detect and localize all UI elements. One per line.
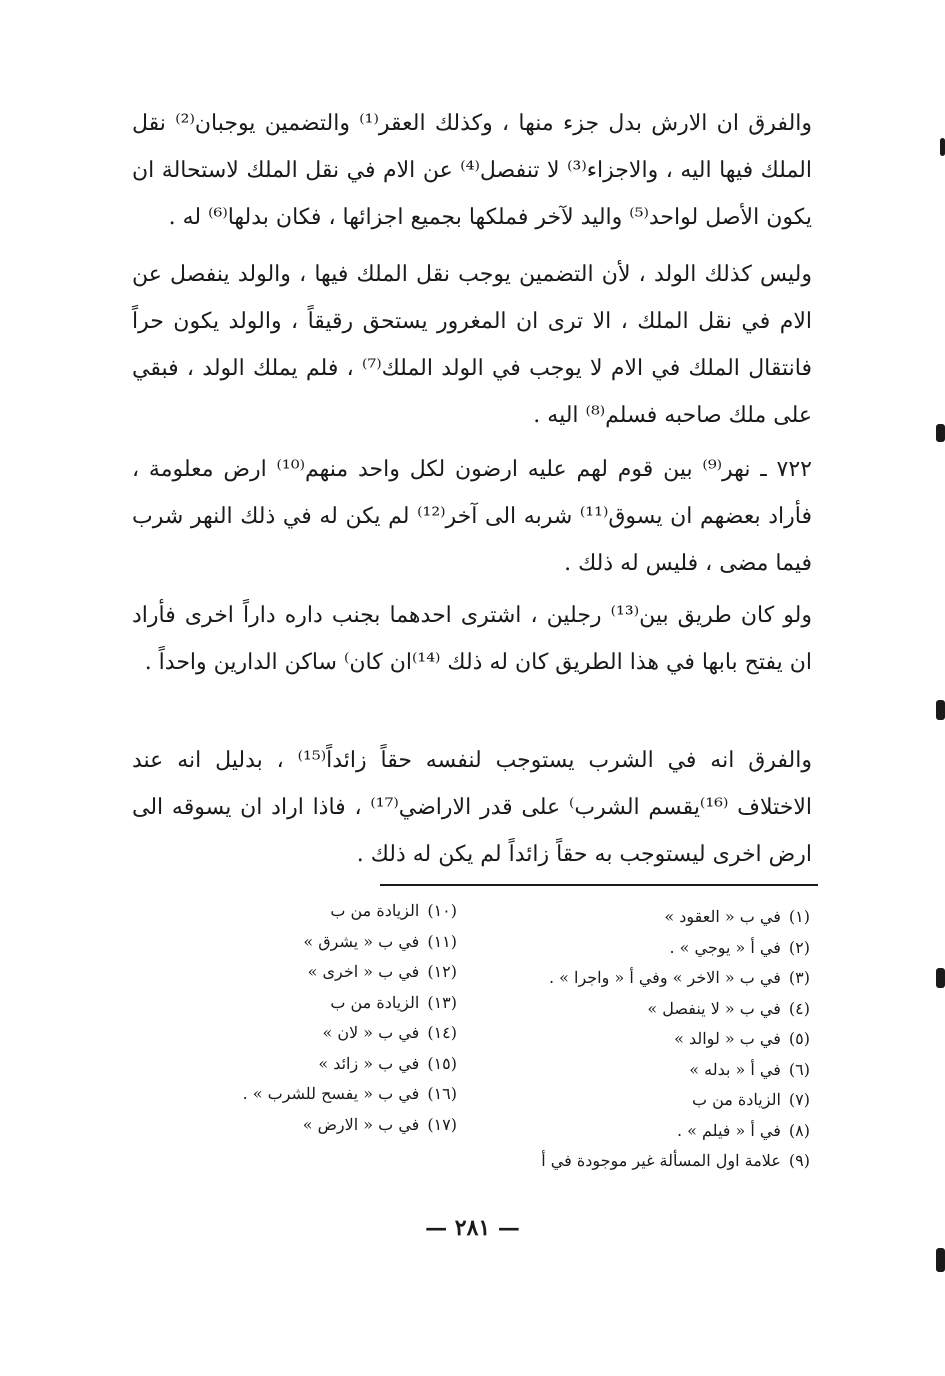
- footnotes-left-column: [217, 896, 457, 1140]
- paragraph-3: ٧٢٢ ـ نهر⁽⁹⁾ بين قوم لهم عليه ارضون لكل واحد منهم⁽¹⁰⁾ ارض معلومة ، فأراد بعضهم ان يسوق⁽¹¹⁾ شربه الى آخر⁽¹²⁾ لم يكن له في ذلك النهر شرب فيما مضى ، فليس له ذلك .: [132, 457, 812, 576]
- footnote-separator: [380, 884, 818, 886]
- footnote-item: (١١)في ب « يشرق »: [303, 931, 457, 951]
- footnote-item: (١٥)في ب « زائد »: [318, 1053, 457, 1073]
- footnote-item: (١٣)الزيادة من ب: [330, 992, 457, 1012]
- paragraph-4: ولو كان طريق بين⁽¹³⁾ رجلين ، اشترى احدهما بجنب داره داراً اخرى فأراد ان يفتح بابها في هذا الطريق كان له ذلك ⁽¹⁴⁾ان كان⁾ ساكن الدارين واحداً .: [132, 603, 812, 675]
- footnote-item: (٢)في أ « يوجي » .: [669, 937, 810, 957]
- footnote-item: (٧)الزيادة من ب: [691, 1090, 810, 1109]
- footnote-item: (١٠)الزيادة من ب: [330, 901, 457, 920]
- footnotes-right-column: [530, 902, 810, 1177]
- footnote-item: (٥)في ب « لوالد »: [674, 1029, 810, 1048]
- footnote-item: (٩)علامة اول المسألة غير موجودة في أ: [541, 1151, 810, 1170]
- footnote-item: (١٤)في ب « لان »: [322, 1023, 457, 1042]
- paragraph-5: والفرق انه في الشرب يستوجب لنفسه حقاً زائداً⁽¹⁵⁾ ، بدليل انه عند الاختلاف ⁽¹⁶⁾يقسم الشرب⁾ على قدر الاراضي⁽¹⁷⁾ ، فاذا اراد ان يسوقه الى ارض اخرى ليستوجب به حقاً زائداً لم يكن له ذلك .: [132, 748, 812, 867]
- footnote-item: (٤)في ب « لا ينفصل »: [647, 998, 810, 1018]
- footnote-item: (١٢)في ب « اخرى »: [307, 962, 457, 981]
- footnote-item: (١٧)في ب « الارض »: [302, 1114, 457, 1134]
- footnote-item: (٦)في أ « بدله »: [689, 1059, 810, 1079]
- footnote-item: (١)في ب « العقود »: [664, 907, 810, 926]
- footnote-item: (١٦)في ب « يفسح للشرب » .: [242, 1084, 457, 1103]
- page-number: — ٢٨١ —: [425, 1215, 520, 1241]
- footnote-item: (٨)في أ « فيلم » .: [676, 1120, 810, 1140]
- binding-mark: [940, 138, 945, 156]
- binding-mark: [936, 1248, 945, 1272]
- binding-mark: [936, 968, 945, 988]
- paragraph-1: والفرق ان الارش بدل جزء منها ، وكذلك العقر⁽¹⁾ والتضمين يوجبان⁽²⁾ نقل الملك فيها اليه ، والاجزاء⁽³⁾ لا تنفصل⁽⁴⁾ عن الام في نقل الملك لاستحالة ان يكون الأصل لواحد⁽⁵⁾ واليد لآخر فملكها بجميع اجزائها ، فكان بدلها⁽⁶⁾ له .: [132, 111, 813, 230]
- footnote-item: (٣)في ب « الاخر » وفي أ « واجرا » .: [548, 968, 810, 987]
- binding-mark: [936, 700, 945, 720]
- paragraph-2: وليس كذلك الولد ، لأن التضمين يوجب نقل الملك فيها ، والولد ينفصل عن الام في نقل الملك ، الا ترى ان المغرور يستحق رقيقاً ، والولد يكون حراً فانتقال الملك في الام لا يوجب في الولد الملك⁽⁷⁾ ، فلم يملك الولد ، فبقي على ملك صاحبه فسلم⁽⁸⁾ اليه .: [132, 262, 812, 428]
- binding-mark: [936, 424, 945, 442]
